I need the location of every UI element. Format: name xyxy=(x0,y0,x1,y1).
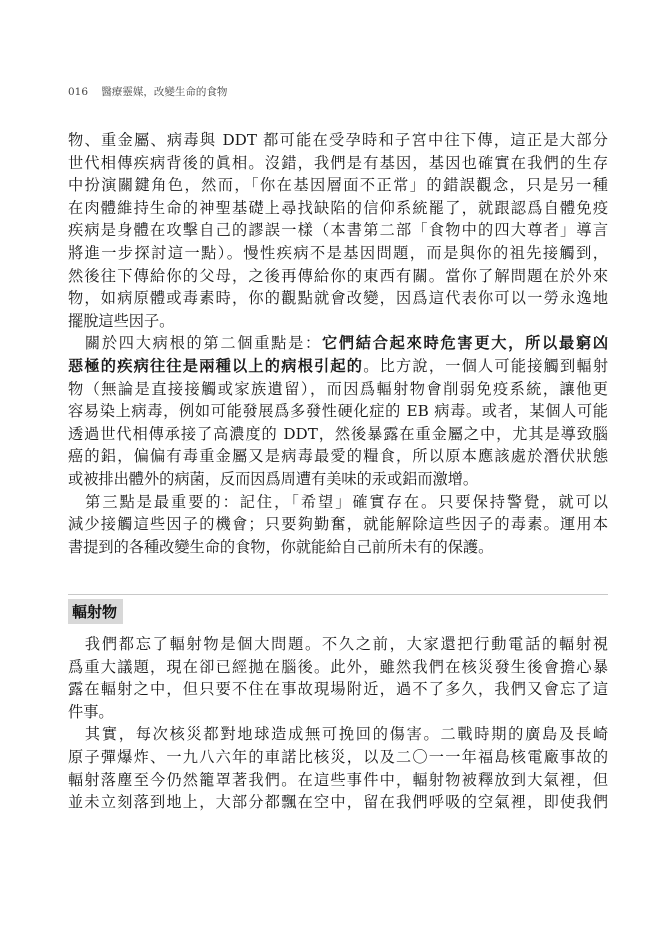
text-line: 容易染上病毒，例如可能發展爲多發性硬化症的 EB 病毒。或者，某個人可能 xyxy=(68,402,608,421)
bold-text-span: 惡極的疾病往往是兩種以上的病根引起的 xyxy=(68,356,364,375)
text-line: 露在輻射之中，但只要不住在事故現場附近，過不了多久，我們又會忘了這 xyxy=(68,680,608,699)
text-span: 關於四大病根的第二個重點是： xyxy=(68,334,322,353)
section-divider xyxy=(68,594,608,595)
text-line: 然後往下傳給你的父母，之後再傳給你的東西有關。當你了解問題在於外來 xyxy=(68,266,608,285)
section-header xyxy=(68,594,608,624)
text-line: 物，如病原體或毒素時，你的觀點就會改變，因爲這代表你可以一勞永逸地 xyxy=(68,289,608,308)
main-text-block xyxy=(68,129,608,558)
text-line: 第三點是最重要的：記住，「希望」確實存在。只要保持警覺，就可以 xyxy=(68,492,608,511)
book-title: 醫療靈媒，改變生命的食物 xyxy=(101,86,228,98)
text-line: 癌的鋁，偏偏有毒重金屬又是病毒最愛的糧食，所以原本應該處於潛伏狀態 xyxy=(68,447,608,466)
text-line: 減少接觸這些因子的機會；只要夠勤奮，就能解除這些因子的毒素。運用本 xyxy=(68,515,608,534)
text-line: 件事。 xyxy=(68,702,114,721)
text-line-mixed xyxy=(68,332,608,355)
text-line: 物（無論是直接接觸或家族遺留），而因爲輻射物會削弱免疫系統，讓他更 xyxy=(68,379,608,398)
section-heading: 輻射物 xyxy=(68,599,123,624)
text-line: 爲重大議題，現在卻已經拋在腦後。此外，雖然我們在核災發生後會擔心暴 xyxy=(68,657,608,676)
text-line: 書提到的各種改變生命的食物，你就能給自己前所未有的保護。 xyxy=(68,537,494,556)
text-line: 中扮演關鍵角色，然而，「你在基因層面不正常」的錯誤觀念，只是另一種 xyxy=(68,176,608,195)
text-line: 或被排出體外的病菌，反而因爲周遭有美味的汞或鋁而激增。 xyxy=(68,469,479,488)
text-line: 原子彈爆炸、一九八六年的車諾比核災，以及二〇一一年福島核電廠事故的 xyxy=(68,747,608,766)
text-line: 物、重金屬、病毒與 DDT 都可能在受孕時和子宮中往下傳，這正是大部分 xyxy=(68,131,608,149)
text-line: 我們都忘了輻射物是個大問題。不久之前，大家還把行動電話的輻射視 xyxy=(68,635,608,653)
text-line: 透過世代相傳承接了高濃度的 DDT，然後暴露在重金屬之中，尤其是導致腦 xyxy=(68,424,608,443)
text-line: 輻射落塵至今仍然籠罩著我們。在這些事件中，輻射物被釋放到大氣裡，但 xyxy=(68,770,608,789)
section-text-block xyxy=(68,633,608,814)
text-line: 世代相傳疾病背後的眞相。沒錯，我們是有基因，基因也確實在我們的生存 xyxy=(68,153,608,172)
text-line: 並未立刻落到地上，大部分都飄在空中，留在我們呼吸的空氣裡，即使我們 xyxy=(68,793,608,812)
text-line: 疾病是身體在攻擊自己的謬誤一樣（本書第二部「食物中的四大尊者」導言 xyxy=(68,221,608,240)
text-span: 。比方說，一個人可能接觸到輻射 xyxy=(363,356,608,375)
text-line: 擺脫這些因子。 xyxy=(68,311,175,330)
text-line: 在肉體維持生命的神聖基礎上尋找缺陷的信仰系統罷了，就跟認爲自體免疫 xyxy=(68,198,608,217)
bold-text-span: 它們結合起來時危害更大，所以最窮凶 xyxy=(321,334,608,353)
text-line: 將進一步探討這一點）。慢性疾病不是基因問題，而是與你的祖先接觸到， xyxy=(68,243,608,262)
text-line: 其實，每次核災都對地球造成無可挽回的傷害。二戰時期的廣島及長崎 xyxy=(68,725,608,744)
running-header xyxy=(68,84,227,99)
page-number: 016 xyxy=(68,86,89,98)
text-line-mixed xyxy=(68,355,608,378)
